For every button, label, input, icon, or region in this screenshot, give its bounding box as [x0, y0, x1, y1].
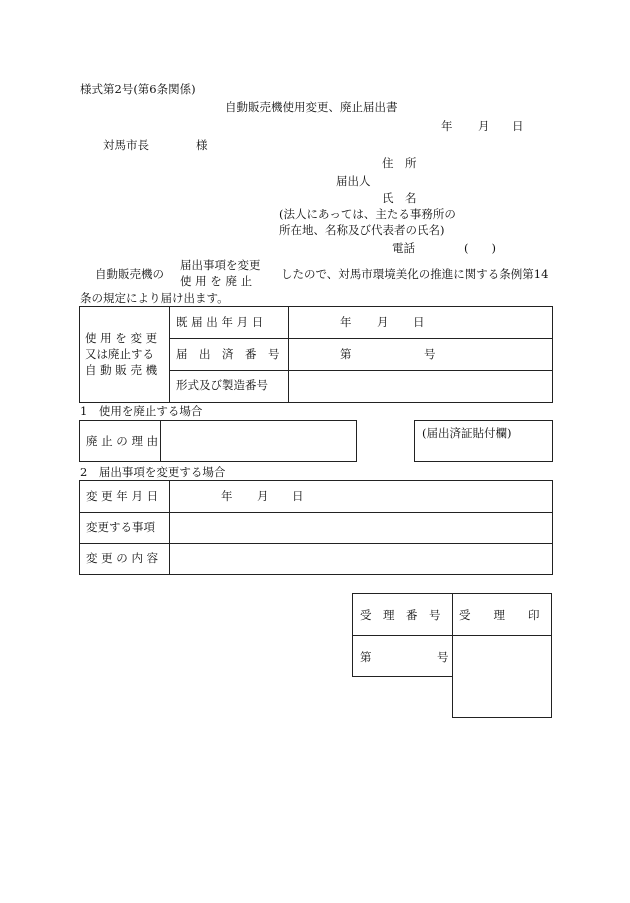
statement-suffix: したので、対馬市環境美化の推進に関する条例第14 [281, 267, 549, 281]
section2-heading: 2 届出事項を変更する場合 [80, 465, 226, 479]
sticker-box [414, 420, 553, 462]
model-serial-label: 形式及び製造番号 [176, 378, 268, 392]
machine-group-line2: 又は廃止する [85, 347, 154, 361]
statement-prefix: 自動販売機の [95, 267, 164, 281]
form-number: 様式第2号(第6条関係) [80, 82, 196, 96]
date-year-label: 年 [441, 119, 453, 133]
machine-group-line3: 自 動 販 売 機 [85, 363, 158, 377]
machine-group-line1: 使 用 を 変 更 [85, 331, 158, 345]
date-day-label: 日 [512, 119, 524, 133]
change-date-label: 変 更 年 月 日 [86, 489, 159, 503]
option-change: 届出事項を変更 [180, 258, 261, 272]
previous-date-day: 日 [413, 315, 425, 329]
previous-date-year: 年 [340, 315, 352, 329]
option-abolish: 使 用 を 廃 止 [180, 274, 253, 288]
sticker-label: (届出済証貼付欄) [422, 426, 512, 440]
registration-number-label: 届 出 済 番 号 [176, 347, 280, 361]
change-content-label: 変 更 の 内 容 [86, 551, 159, 565]
phone-parens: ( ) [464, 241, 496, 255]
change-item-label: 変更する事項 [86, 520, 155, 534]
receipt-seal-label: 受 理 印 [459, 608, 540, 622]
addressee-honorific: 様 [196, 138, 208, 152]
addressee-name: 対馬市長 [103, 138, 149, 152]
registration-number-prefix: 第 [340, 347, 352, 361]
date-month-label: 月 [478, 119, 490, 133]
change-date-day: 日 [292, 489, 304, 503]
previous-date-month: 月 [377, 315, 389, 329]
previous-date-label: 既 届 出 年 月 日 [176, 315, 264, 329]
receipt-number-prefix: 第 [360, 650, 372, 664]
machine-table [79, 306, 553, 403]
receipt-number-label: 受 理 番 号 [360, 608, 441, 622]
applicant-label: 届出人 [336, 174, 371, 188]
statement-line2: 条の規定により届け出ます。 [80, 291, 229, 305]
corporation-note-line2: 所在地、名称及び代表者の氏名) [279, 223, 445, 237]
change-table [79, 480, 553, 575]
section1-heading: 1 使用を廃止する場合 [80, 404, 203, 418]
receipt-seal-box [452, 593, 552, 718]
address-label: 住 所 [382, 156, 417, 170]
abolish-reason-box [79, 420, 357, 462]
receipt-number-suffix: 号 [437, 650, 449, 664]
corporation-note-line1: (法人にあっては、主たる事務所の [279, 207, 456, 221]
registration-number-suffix: 号 [424, 347, 436, 361]
receipt-number-box [352, 593, 453, 677]
name-label: 氏 名 [382, 191, 417, 205]
change-date-month: 月 [257, 489, 269, 503]
phone-label: 電話 [392, 241, 415, 255]
change-date-year: 年 [221, 489, 233, 503]
abolish-reason-label: 廃 止 の 理 由 [86, 434, 159, 448]
document-title: 自動販売機使用変更、廃止届出書 [225, 100, 398, 114]
